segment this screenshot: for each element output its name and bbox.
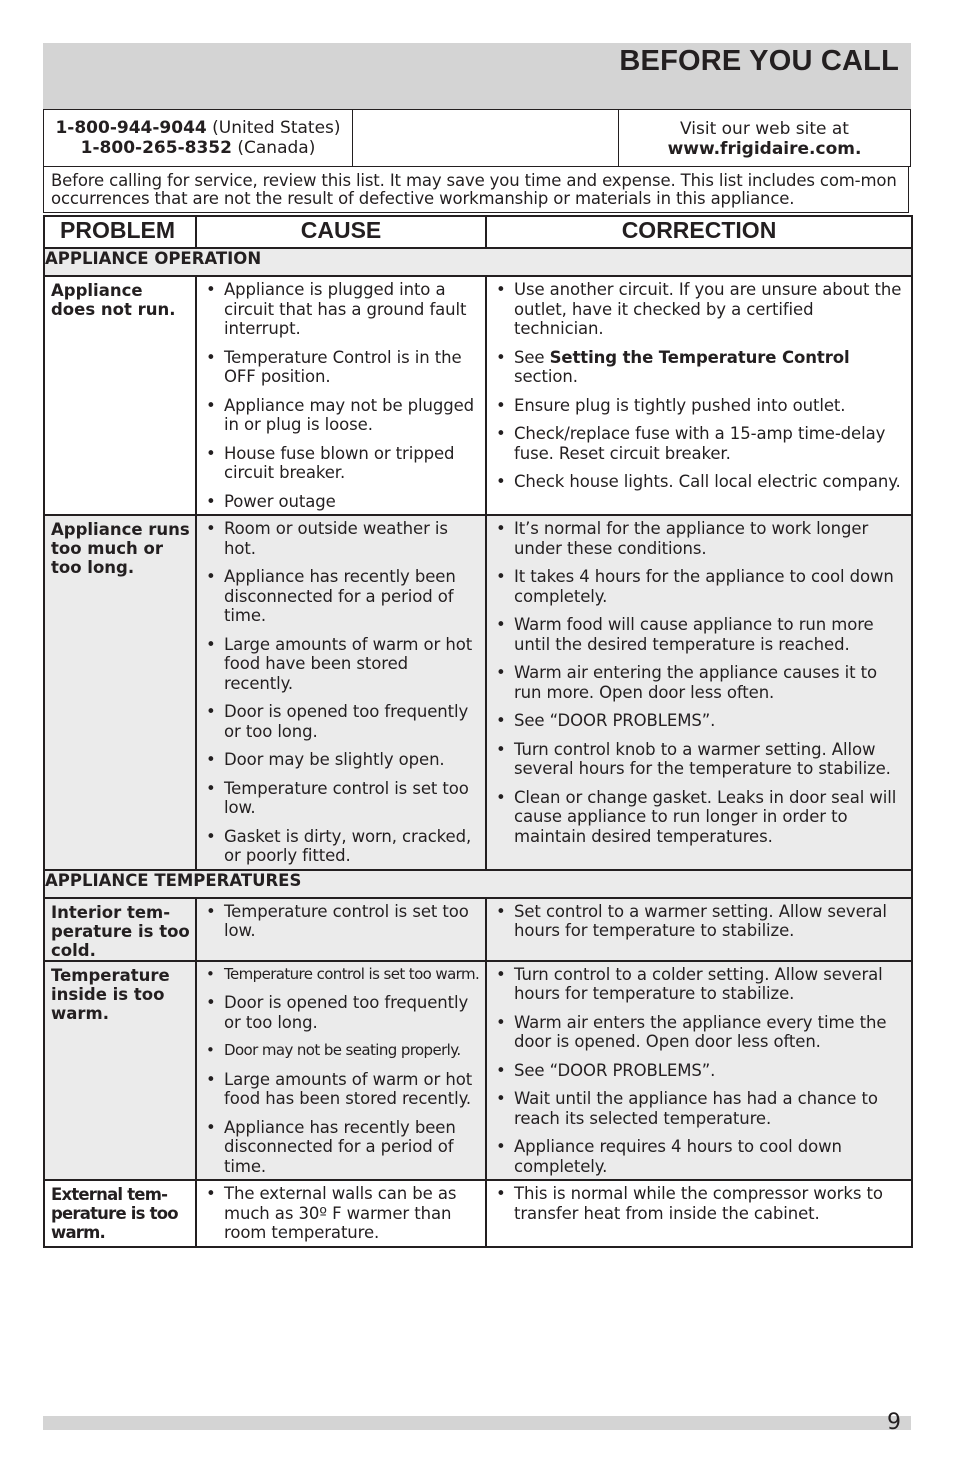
problem-cell: Interior tem-perature is too cold. [44, 898, 196, 961]
cause-item: • Temperature Control is in the OFF position. [203, 348, 481, 387]
correction-cell [486, 961, 912, 1181]
problem-cell: Appliance does not run. [44, 276, 196, 515]
cause-item: • Appliance is plugged into a circuit that has a ground fault interrupt. [203, 280, 481, 339]
correction-item: • Clean or change gasket. Leaks in door seal will cause appliance to run longer in order to maintain desired temperatures. [493, 788, 907, 847]
correction-item: • See “DOOR PROBLEMS”. [493, 1061, 907, 1081]
problem-cell: Appliance runs too much or too long. [44, 515, 196, 870]
correction-item: • See “DOOR PROBLEMS”. [493, 711, 907, 731]
correction-item: • Turn control knob to a warmer setting. Allow several hours for the temperature to stabilize. [493, 740, 907, 779]
section-reference: Setting the Temperature Control [549, 347, 850, 367]
correction-item: • This is normal while the compressor works to transfer heat from inside the cabinet. [493, 1184, 907, 1223]
phone-ca-line [44, 138, 352, 158]
cause-item: • Large amounts of warm or hot food have been stored recently. [203, 635, 481, 694]
correction-item: • It’s normal for the appliance to work longer under these conditions. [493, 519, 907, 558]
cause-cell [196, 276, 486, 515]
cause-item: • Large amounts of warm or hot food has been stored recently. [203, 1070, 481, 1109]
blank-cell [353, 110, 619, 166]
problem-cell: External tem-perature is too warm. [44, 1180, 196, 1247]
intro-text: Before calling for service, review this list. It may save you time and expense. This list includes com-mon occurrences that are not the result of defective workmanship or materials in this appliance. [43, 166, 909, 213]
cause-item: • Temperature control is set too low. [203, 779, 481, 818]
section-header-row [44, 248, 912, 276]
table-row [44, 515, 912, 870]
cause-item: • Gasket is dirty, worn, cracked, or poorly fitted. [203, 827, 481, 866]
correction-item: • Check/replace fuse with a 15-amp time-delay fuse. Reset circuit breaker. [493, 424, 907, 463]
correction-cell [486, 898, 912, 961]
contact-row [43, 109, 911, 167]
phone-ca-label: (Canada) [237, 138, 316, 158]
cause-item: • Door may not be seating properly. [203, 1041, 481, 1061]
page-title: BEFORE YOU CALL [619, 45, 899, 77]
cause-cell [196, 961, 486, 1181]
phone-numbers [44, 110, 353, 166]
cause-item: • Door is opened too frequently or too long. [203, 993, 481, 1032]
correction-item: • Set control to a warmer setting. Allow several hours for temperature to stabilize. [493, 902, 907, 941]
table-row [44, 1180, 912, 1247]
cause-item: • Room or outside weather is hot. [203, 519, 481, 558]
correction-cell [486, 276, 912, 515]
table-row [44, 961, 912, 1181]
phone-us-label: (United States) [212, 118, 341, 138]
item-text: section. [514, 367, 578, 386]
section-title: APPLIANCE TEMPERATURES [44, 870, 912, 898]
correction-cell [486, 1180, 912, 1247]
phone-ca: 1-800-265-8352 [80, 138, 232, 158]
website-url: www.frigidaire.com. [667, 139, 862, 159]
correction-item: • Warm air entering the appliance causes it to run more. Open door less often. [493, 663, 907, 702]
cause-item: • Door may be slightly open. [203, 750, 481, 770]
cause-cell [196, 898, 486, 961]
correction-item: • Check house lights. Call local electric company. [493, 472, 907, 492]
cause-item: • Door is opened too frequently or too long. [203, 702, 481, 741]
correction-item: • Turn control to a colder setting. Allow several hours for temperature to stabilize. [493, 965, 907, 1004]
section-header-row [44, 870, 912, 898]
cause-item: • House fuse blown or tripped circuit breaker. [203, 444, 481, 483]
problem-cell: Temperature inside is too warm. [44, 961, 196, 1181]
cause-item: • Appliance may not be plugged in or plug is loose. [203, 396, 481, 435]
website-label: Visit our web site at [680, 119, 849, 139]
correction-item: • Ensure plug is tightly pushed into outlet. [493, 396, 907, 416]
cause-item: • The external walls can be as much as 30º F warmer than room temperature. [203, 1184, 481, 1243]
website-info [619, 110, 910, 166]
footer-bar [43, 1416, 911, 1430]
cause-cell [196, 1180, 486, 1247]
section-title: APPLIANCE OPERATION [44, 248, 912, 276]
correction-item: • Appliance requires 4 hours to cool down completely. [493, 1137, 907, 1176]
correction-item: • Wait until the appliance has had a chance to reach its selected temperature. [493, 1089, 907, 1128]
phone-us-line [44, 118, 352, 138]
correction-item: • Use another circuit. If you are unsure about the outlet, have it checked by a certified technician. [493, 280, 907, 339]
phone-us: 1-800-944-9044 [55, 118, 207, 138]
cause-item: • Temperature control is set too low. [203, 902, 481, 941]
cause-cell [196, 515, 486, 870]
problem-column-header: PROBLEM [44, 216, 196, 248]
table-row [44, 898, 912, 961]
correction-item [493, 348, 907, 387]
correction-item: • Warm food will cause appliance to run more until the desired temperature is reached. [493, 615, 907, 654]
cause-item: • Power outage [203, 492, 481, 512]
cause-item: • Appliance has recently been disconnected for a period of time. [203, 1118, 481, 1177]
correction-item: • It takes 4 hours for the appliance to cool down completely. [493, 567, 907, 606]
page-number: 9 [887, 1410, 901, 1435]
correction-column-header: CORRECTION [486, 216, 912, 248]
correction-cell [486, 515, 912, 870]
correction-item: • Warm air enters the appliance every time the door is opened. Open door less often. [493, 1013, 907, 1052]
cause-column-header: CAUSE [196, 216, 486, 248]
cause-item: • Appliance has recently been disconnected for a period of time. [203, 567, 481, 626]
table-row [44, 276, 912, 515]
item-text: See [514, 347, 550, 367]
cause-item: • Temperature control is set too warm. [203, 965, 481, 985]
header-bar [43, 43, 911, 109]
troubleshooting-table [43, 215, 913, 1248]
